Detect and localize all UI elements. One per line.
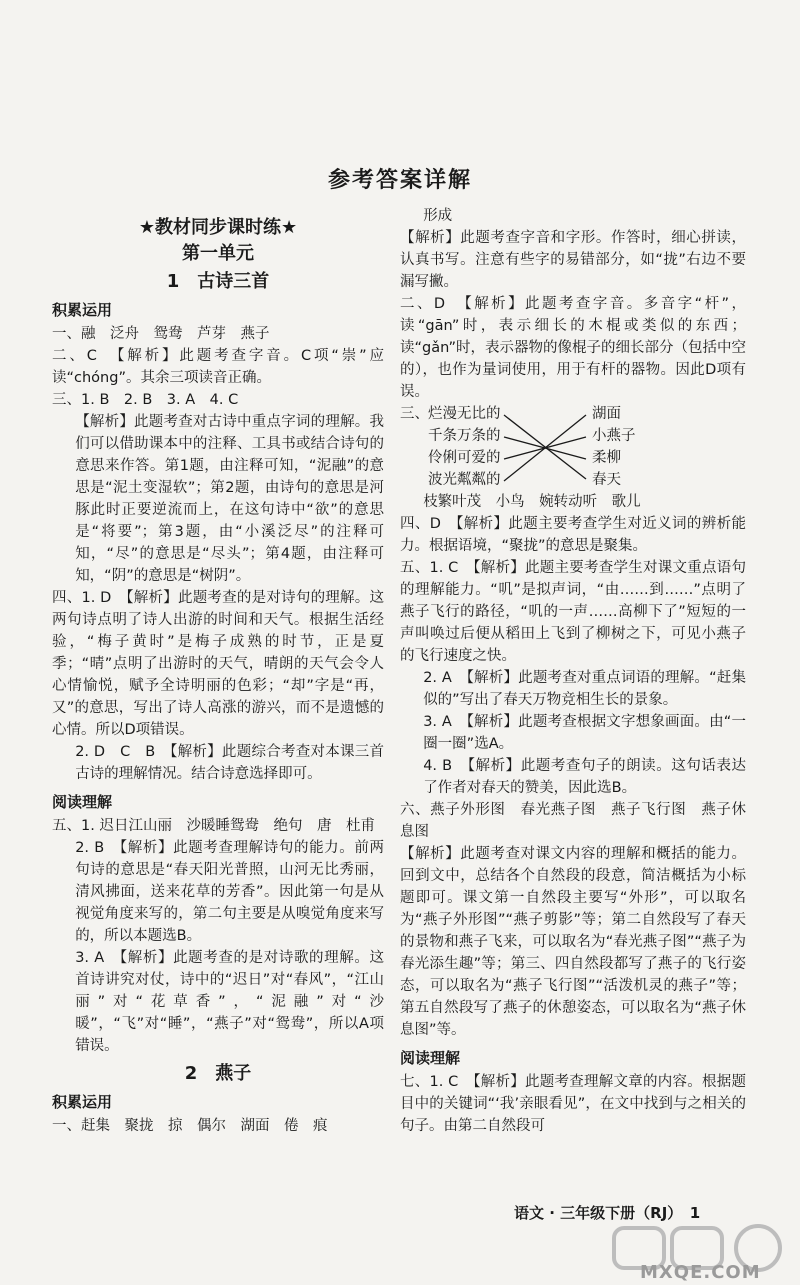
answer-1-4: 四、1. D 【解析】此题考查的是对诗句的理解。这两句诗点明了诗人出游的时间和天气。根据生活经验，“梅子黄时”是梅子成熟的时节，正是夏季；“晴”点明了出游时的天气，晴朗的天气会令人心情愉悦，赋予全诗明丽的色彩；“却”字是“再，又”的意思，写出了诗人高涨的游兴，而不是遗憾的心情。所以D项错误。 (52, 590, 384, 738)
answer-2-4: 四、D 【解析】此题主要考查学生对近义词的辨析能力。根据语境，“聚拢”的意思是聚集。 (400, 516, 746, 554)
match-left-4: 波光粼粼的 (428, 472, 501, 488)
answer-1-2: 二、C 【解析】此题考查字音。C项“崇”应读“chóng”。其余三项读音正确。 (52, 348, 384, 386)
answer-2-6: 六、燕子外形图 春光燕子图 燕子飞行图 燕子休息图 (400, 802, 746, 840)
answer-2-5-4: 4. B 【解析】此题考查句子的朗读。这句话表达了作者对春天的赞美，因此选B。 (423, 758, 746, 796)
page-title: 参考答案详解 (327, 168, 472, 193)
section-heading-accumulate-2: 积累运用 (52, 1093, 113, 1111)
lesson-1-title: 1 古诗三首 (166, 271, 270, 292)
answer-2-5-1: 五、1. C 【解析】此题主要考查学生对课文重点语句的理解能力。“叽”是拟声词，“由……到……”点明了燕子飞行的路径，“叽的一声……高柳下了”短短的一声叫唤过后便从稻田上飞到了柳树之下，可见小燕子的飞行速度之快。 (400, 560, 746, 664)
match-left-2: 千条万条的 (428, 428, 501, 444)
matching-extra: 枝繁叶茂 小鸟 婉转动听 歌儿 (423, 494, 641, 510)
match-left-3: 伶俐可爱的 (428, 450, 501, 466)
answer-1-5-2: 2. B 【解析】此题考查理解诗句的能力。前两句诗的意思是“春天阳光普照，山河无比秀丽，清风拂面，送来花草的芳香”。因此第一句是从视觉角度来写的，第二句主要是从嗅觉角度来写的，所以本题选B。 (75, 840, 384, 944)
answer-2-6-analysis: 【解析】此题考查对课文内容的理解和概括的能力。回到文中，总结各个自然段的段意，简洁概括为小标题即可。课文第一自然段主要写“外形”，可以取名为“燕子外形图”“燕子剪影”等；第二自然段写了春天的景物和燕子飞来，可以取名为“春光燕子图”“燕子为春光添生趣”等；第三、四自然段都写了燕子的飞行姿态，可以取名为“燕子飞行图”“活泼机灵的燕子”等；第五自然段写了燕子的休憩姿态，可以取名为“燕子休息图”等。 (400, 846, 746, 1038)
left-column (52, 205, 384, 1137)
match-right-3: 柔柳 (592, 450, 621, 466)
watermark-text: MXQE.COM (640, 1262, 761, 1283)
answer-2-5-2: 2. A 【解析】此题考查对重点词语的理解。“赶集似的”写出了春天万物竞相生长的景象。 (423, 670, 746, 708)
section-heading-accumulate: 积累运用 (52, 301, 113, 319)
section-banner: ★教材同步课时练★ (138, 217, 298, 238)
answer-2-1-cont: 形成 (423, 208, 453, 224)
matching-exercise (400, 403, 746, 491)
answer-1-1: 一、融 泛舟 鸳鸯 芦芽 燕子 (52, 326, 270, 342)
answer-1-4-2: 2. D C B 【解析】此题综合考查对本课三首古诗的理解情况。结合诗意选择即可。 (75, 744, 384, 782)
match-right-4: 春天 (592, 472, 621, 488)
page-footer: 语文 · 三年级下册（RJ） 1 (514, 1204, 701, 1222)
answer-2-1-analysis: 【解析】此题考查字音和字形。作答时，细心拼读，认真书写。注意有些字的易错部分，如“拢”右边不要漏写撇。 (400, 230, 746, 290)
match-right-2: 小燕子 (592, 428, 636, 444)
unit-title: 第一单元 (182, 243, 254, 264)
answer-2-1: 一、赶集 聚拢 掠 偶尔 湖面 倦 痕 (52, 1118, 328, 1134)
section-heading-reading: 阅读理解 (52, 793, 113, 811)
matching-lines (400, 403, 746, 491)
match-left-1: 烂漫无比的 (428, 406, 501, 422)
answer-2-2: 二、D 【解析】此题考查字音。多音字“杆”，读“gān”时，表示细长的木棍或类似的东西；读“gǎn”时，表示器物的像棍子的细长部分（包括中空的），也作为量词使用，用于有杆的器物。因此D项有误。 (400, 296, 747, 400)
answer-2-5-3: 3. A 【解析】此题考查根据文字想象画面。由“一圈一圈”选A。 (423, 714, 746, 752)
matching-prefix: 三、 (400, 406, 429, 422)
answer-1-5-3: 3. A 【解析】此题考查的是对诗歌的理解。这首诗讲究对仗，诗中的“迟日”对“春风”，“江山丽”对“花草香”，“泥融”对“沙暖”，“飞”对“睡”，“燕子”对“鸳鸯”，所以A项错误。 (75, 950, 384, 1054)
answer-2-7: 七、1. C 【解析】此题考查理解文章的内容。根据题目中的关键词“‘我’亲眼看见”，在文中找到与之相关的句子。由第二自然段可 (400, 1074, 746, 1134)
answer-1-3-analysis: 【解析】此题考查对古诗中重点字词的理解。我们可以借助课本中的注释、工具书或结合诗句的意思来作答。第1题，由注释可知，“泥融”的意思是“泥土变湿软”；第2题，由诗句的意思是河豚此时正要逆流而上，在这句诗中“欲”的意思是“将要”；第3题，由“小溪泛尽”的注释可知，“尽”的意思是“尽头”；第4题，由注释可知，“阴”的意思是“树阴”。 (75, 414, 384, 584)
answer-1-3: 三、1. B 2. B 3. A 4. C (52, 392, 239, 408)
right-column (400, 205, 746, 1137)
section-heading-reading-2: 阅读理解 (400, 1049, 461, 1067)
lesson-2-title: 2 燕子 (184, 1063, 252, 1084)
match-right-1: 湖面 (592, 406, 621, 422)
answer-1-5-1: 五、1. 迟日江山丽 沙暖睡鸳鸯 绝句 唐 杜甫 (52, 818, 375, 834)
